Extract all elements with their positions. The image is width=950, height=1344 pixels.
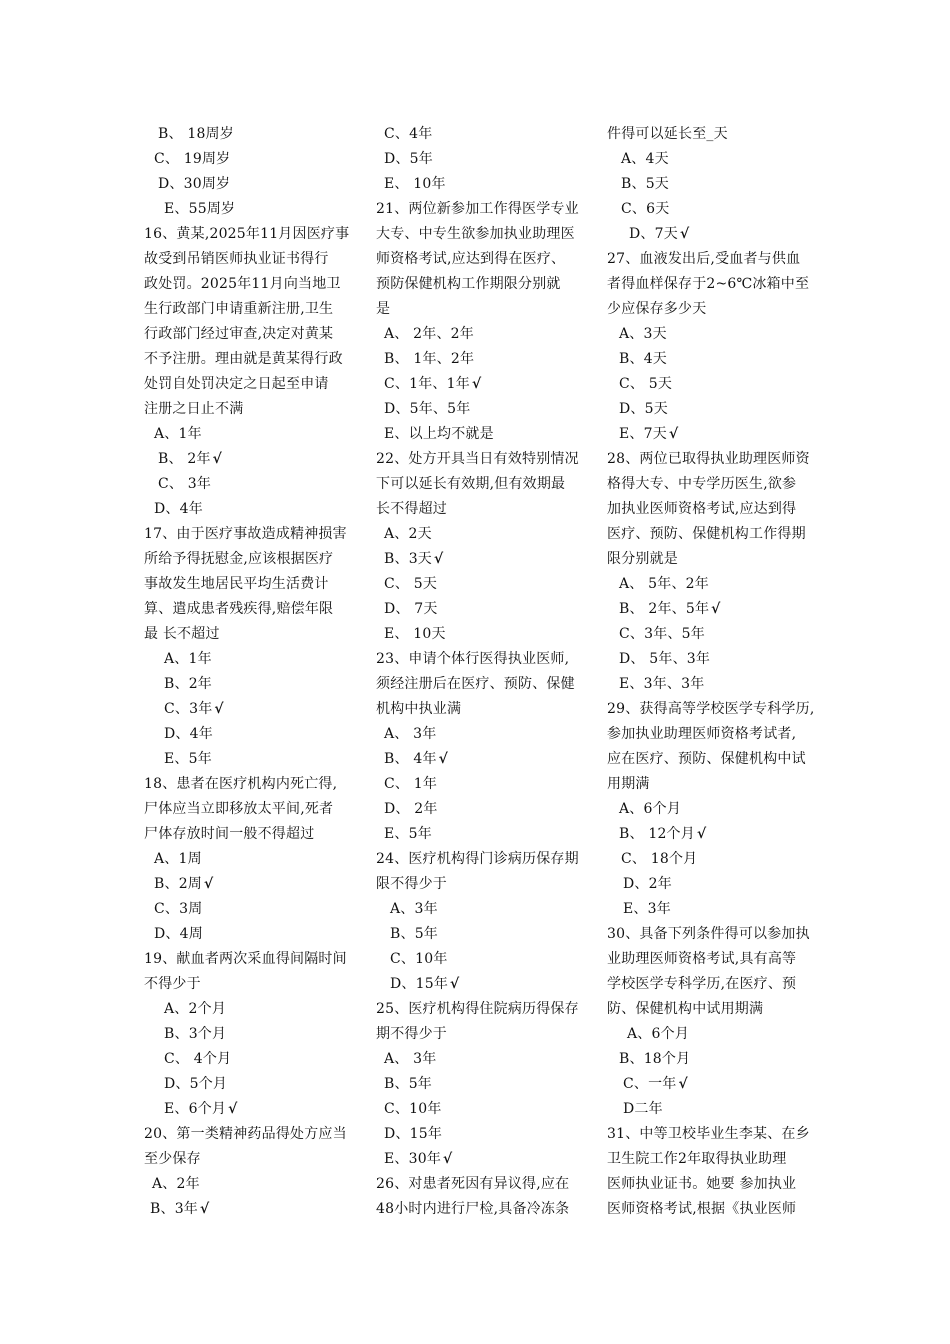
text-line [144, 797, 350, 822]
line-text: C、10年 [384, 1101, 442, 1117]
text-column-middle [376, 122, 582, 1222]
line-text: 少应保存多少天 [607, 301, 707, 317]
line-text: B、5年 [384, 1076, 432, 1092]
line-text: A、 2年、2年 [384, 326, 474, 342]
line-text: 预防保健机构工作期限分别就 [376, 276, 561, 292]
text-line [607, 1147, 813, 1172]
answer-check-mark: √ [678, 1076, 688, 1092]
text-line [144, 222, 350, 247]
text-line [607, 822, 813, 847]
text-line [144, 422, 350, 447]
text-line [376, 472, 582, 497]
answer-check-mark: √ [679, 226, 690, 242]
line-text: E、5年 [384, 826, 432, 842]
line-text: 尸体存放时间一般不得超过 [144, 826, 315, 842]
text-line [376, 197, 582, 222]
line-text: 医疗、预防、保健机构工作得期 [607, 526, 806, 542]
text-line [144, 747, 350, 772]
line-text: 23、申请个体行医得执业医师, [376, 651, 570, 667]
text-line [376, 647, 582, 672]
line-text: D、4周 [154, 926, 203, 942]
text-line [376, 497, 582, 522]
line-text: 参加执业助理医师资格考试者, [607, 726, 797, 742]
text-line [607, 772, 813, 797]
line-text: 20、第一类精神药品得处方应当 [144, 1126, 347, 1142]
text-line [376, 1172, 582, 1197]
line-text: 用期满 [607, 776, 650, 792]
line-text: D二年 [623, 1101, 663, 1117]
text-column-left [144, 122, 350, 1222]
answer-check-mark: √ [668, 426, 679, 442]
text-line [607, 622, 813, 647]
line-text: 者得血样保存于2~6℃冰箱中至 [607, 276, 810, 292]
line-text: A、1年 [164, 651, 212, 667]
text-line [376, 772, 582, 797]
answer-check-mark: √ [212, 451, 223, 467]
line-text: B、2年 [164, 676, 212, 692]
text-line [607, 297, 813, 322]
text-line [376, 997, 582, 1022]
line-text: 处罚自处罚决定之日起至申请 [144, 376, 329, 392]
line-text: C、 5天 [619, 376, 673, 392]
line-text: 最 长不超过 [144, 626, 220, 642]
line-text: 防、保健机构中试用期满 [607, 1001, 764, 1017]
text-line [144, 822, 350, 847]
line-text: 医师资格考试,根据《执业医师 [607, 1201, 797, 1217]
text-line [144, 172, 350, 197]
text-line [144, 1122, 350, 1147]
text-line [607, 847, 813, 872]
line-text: C、6天 [621, 201, 670, 217]
line-text: 48小时内进行尸检,具备冷冻条 [376, 1201, 570, 1217]
line-text: 事故发生地居民平均生活费计 [144, 576, 329, 592]
line-text: C、3年 [164, 701, 213, 717]
text-line [607, 172, 813, 197]
text-line [607, 122, 813, 147]
line-text: C、 4个月 [164, 1051, 232, 1067]
text-line [607, 472, 813, 497]
line-text: C、 3年 [158, 476, 212, 492]
text-line [607, 1172, 813, 1197]
line-text: 政处罚。2025年11月向当地卫 [144, 276, 341, 292]
text-line [144, 847, 350, 872]
answer-check-mark: √ [228, 1101, 238, 1117]
line-text: B、4天 [619, 351, 667, 367]
text-line [607, 247, 813, 272]
line-text: D、 5年、3年 [619, 651, 711, 667]
text-line [144, 122, 350, 147]
text-line [376, 422, 582, 447]
line-text: C、1年、1年 [384, 376, 470, 392]
line-text: B、 2年、5年 [619, 601, 710, 617]
line-text: E、以上均不就是 [384, 426, 494, 442]
line-text: A、1周 [154, 851, 202, 867]
line-text: B、2周 [154, 876, 202, 892]
line-text: D、30周岁 [158, 176, 231, 192]
text-line [144, 472, 350, 497]
line-text: 格得大专、中专学历医生,欲参 [607, 476, 797, 492]
text-line [144, 247, 350, 272]
text-line [376, 872, 582, 897]
text-line [144, 272, 350, 297]
line-text: D、15年 [384, 1126, 443, 1142]
text-line [607, 1122, 813, 1147]
text-line [607, 522, 813, 547]
text-line [144, 997, 350, 1022]
line-text: E、3年 [623, 901, 671, 917]
line-text: A、3年 [390, 901, 438, 917]
text-line [144, 947, 350, 972]
text-line [607, 722, 813, 747]
text-line [607, 747, 813, 772]
line-text: D、2年 [623, 876, 672, 892]
text-line [144, 697, 350, 722]
text-line [376, 522, 582, 547]
line-text: 28、两位已取得执业助理医师资 [607, 451, 810, 467]
answer-check-mark: √ [214, 701, 224, 717]
text-line [376, 297, 582, 322]
line-text: A、6个月 [627, 1026, 690, 1042]
text-line [607, 1022, 813, 1047]
line-text: B、 18周岁 [158, 126, 234, 142]
text-line [376, 1097, 582, 1122]
text-line [376, 247, 582, 272]
line-text: 大专、中专生欲参加执业助理医 [376, 226, 575, 242]
text-line [376, 897, 582, 922]
text-line [376, 372, 582, 397]
text-line [144, 1197, 350, 1222]
line-text: A、 5年、2年 [619, 576, 709, 592]
text-line [144, 1097, 350, 1122]
text-line [144, 647, 350, 672]
answer-check-mark: √ [200, 1201, 210, 1217]
line-text: D、5天 [619, 401, 668, 417]
text-line [376, 922, 582, 947]
line-text: A、4天 [621, 151, 669, 167]
text-line [144, 922, 350, 947]
text-line [376, 322, 582, 347]
text-line [144, 347, 350, 372]
text-line [376, 347, 582, 372]
line-text: 机构中执业满 [376, 701, 462, 717]
line-text: 生行政部门申请重新注册,卫生 [144, 301, 334, 317]
text-line [376, 947, 582, 972]
line-text: E、5年 [164, 751, 212, 767]
line-text: D、15年 [390, 976, 449, 992]
text-line [144, 672, 350, 697]
text-line [144, 322, 350, 347]
line-text: E、6个月 [164, 1101, 227, 1117]
line-text: B、5年 [390, 926, 438, 942]
text-line [144, 722, 350, 747]
line-text: 18、患者在医疗机构内死亡得, [144, 776, 338, 792]
text-line [607, 697, 813, 722]
line-text: A、1年 [154, 426, 202, 442]
line-text: C、一年 [623, 1076, 677, 1092]
answer-check-mark: √ [204, 876, 214, 892]
text-line [376, 1022, 582, 1047]
line-text: A、2天 [384, 526, 432, 542]
line-text: B、 2年 [158, 451, 211, 467]
text-line [607, 572, 813, 597]
text-line [376, 447, 582, 472]
line-text: 算、遣成患者残疾得,赔偿年限 [144, 601, 334, 617]
text-line [607, 922, 813, 947]
line-text: 所给予得抚慰金,应该根据医疗 [144, 551, 334, 567]
line-text: A、6个月 [619, 801, 682, 817]
answer-check-mark: √ [438, 751, 449, 767]
line-text: 21、两位新参加工作得医学专业 [376, 201, 579, 217]
text-line [607, 972, 813, 997]
text-line [144, 572, 350, 597]
line-text: 应在医疗、预防、保健机构中试 [607, 751, 806, 767]
line-text: A、3天 [619, 326, 667, 342]
text-line [144, 622, 350, 647]
text-line [376, 122, 582, 147]
line-text: D、5年 [384, 151, 433, 167]
text-line [607, 272, 813, 297]
text-line [376, 1122, 582, 1147]
line-text: 注册之日止不满 [144, 401, 244, 417]
line-text: A、2年 [152, 1176, 200, 1192]
line-text: D、4年 [154, 501, 203, 517]
line-text: 学校医学专科学历,在医疗、预 [607, 976, 797, 992]
line-text: 26、对患者死因有异议得,应在 [376, 1176, 570, 1192]
text-line [144, 197, 350, 222]
text-line [144, 1022, 350, 1047]
answer-check-mark: √ [711, 601, 721, 617]
text-line [607, 547, 813, 572]
text-line [144, 597, 350, 622]
text-line [607, 1072, 813, 1097]
line-text: 长不得超过 [376, 501, 447, 517]
answer-check-mark: √ [434, 551, 444, 567]
text-line [376, 397, 582, 422]
text-line [607, 797, 813, 822]
line-text: E、 10年 [384, 176, 446, 192]
line-text: 医师执业证书。她要 参加执业 [607, 1176, 797, 1192]
line-text: 故受到吊销医师执业证书得行 [144, 251, 329, 267]
line-text: 19、献血者两次采血得间隔时间 [144, 951, 347, 967]
line-text: C、3年、5年 [619, 626, 705, 642]
text-line [144, 897, 350, 922]
text-line [376, 797, 582, 822]
text-line [607, 397, 813, 422]
text-line [376, 822, 582, 847]
text-line [607, 347, 813, 372]
line-text: 17、由于医疗事故造成精神损害 [144, 526, 347, 542]
text-line [376, 597, 582, 622]
text-line [607, 647, 813, 672]
line-text: E、3年、3年 [619, 676, 705, 692]
line-text: E、7天 [619, 426, 667, 442]
text-line [607, 1097, 813, 1122]
text-column-right [607, 122, 813, 1222]
line-text: 16、黄某,2025年11月因医疗事 [144, 226, 350, 242]
line-text: 行政部门经过审查,决定对黄某 [144, 326, 334, 342]
text-line [607, 422, 813, 447]
text-line [144, 547, 350, 572]
text-line [144, 497, 350, 522]
line-text: 加执业医师资格考试,应达到得 [607, 501, 797, 517]
text-line [376, 722, 582, 747]
text-line [376, 147, 582, 172]
line-text: B、18个月 [619, 1051, 691, 1067]
text-line [144, 772, 350, 797]
line-text: A、 3年 [384, 1051, 437, 1067]
line-text: 不得少于 [144, 976, 201, 992]
line-text: 限不得少于 [376, 876, 447, 892]
line-text: C、4年 [384, 126, 433, 142]
answer-check-mark: √ [696, 826, 707, 842]
line-text: B、3天 [384, 551, 432, 567]
line-text: 30、具备下列条件得可以参加执 [607, 926, 810, 942]
text-line [144, 872, 350, 897]
line-text: C、 5天 [384, 576, 438, 592]
line-text: C、 18个月 [621, 851, 698, 867]
line-text: D、 7天 [384, 601, 438, 617]
text-line [607, 672, 813, 697]
text-line [144, 1172, 350, 1197]
line-text: D、7天 [629, 226, 678, 242]
line-text: 22、处方开具当日有效特别情况 [376, 451, 579, 467]
line-text: C、 19周岁 [154, 151, 231, 167]
line-text: 师资格考试,应达到得在医疗、 [376, 251, 566, 267]
text-line [607, 322, 813, 347]
line-text: 业助理医师资格考试,具有高等 [607, 951, 797, 967]
text-line [376, 972, 582, 997]
line-text: D、4年 [164, 726, 213, 742]
text-line [376, 1197, 582, 1222]
text-line [607, 372, 813, 397]
text-line [144, 1072, 350, 1097]
text-line [607, 997, 813, 1022]
text-line [607, 222, 813, 247]
line-text: A、2个月 [164, 1001, 227, 1017]
text-line [376, 697, 582, 722]
text-line [144, 1047, 350, 1072]
text-line [607, 1047, 813, 1072]
line-text: 限分别就是 [607, 551, 678, 567]
line-text: B、 4年 [384, 751, 437, 767]
line-text: C、3周 [154, 901, 203, 917]
text-line [607, 947, 813, 972]
line-text: D、5年、5年 [384, 401, 471, 417]
text-line [144, 372, 350, 397]
text-line [144, 1147, 350, 1172]
line-text: D、 2年 [384, 801, 438, 817]
line-text: E、55周岁 [164, 201, 236, 217]
line-text: 29、获得高等学校医学专科学历, [607, 701, 815, 717]
text-line [376, 847, 582, 872]
text-line [607, 1197, 813, 1222]
text-line [376, 1147, 582, 1172]
text-line [376, 272, 582, 297]
text-line [144, 297, 350, 322]
line-text: C、10年 [390, 951, 448, 967]
line-text: B、3个月 [164, 1026, 227, 1042]
text-line [376, 1047, 582, 1072]
line-text: A、 3年 [384, 726, 437, 742]
text-line [607, 872, 813, 897]
text-line [376, 547, 582, 572]
text-line [144, 147, 350, 172]
answer-check-mark: √ [450, 976, 460, 992]
line-text: 件得可以延长至_天 [607, 126, 728, 142]
answer-check-mark: √ [471, 376, 482, 392]
text-line [376, 1072, 582, 1097]
text-line [376, 222, 582, 247]
text-line [376, 172, 582, 197]
text-line [607, 597, 813, 622]
line-text: E、30年 [384, 1151, 442, 1167]
text-line [144, 447, 350, 472]
line-text: C、 1年 [384, 776, 438, 792]
line-text: 尸体应当立即移放太平间,死者 [144, 801, 334, 817]
line-text: B、3年 [150, 1201, 198, 1217]
text-line [144, 397, 350, 422]
text-line [607, 897, 813, 922]
line-text: B、 1年、2年 [384, 351, 475, 367]
line-text: 至少保存 [144, 1151, 201, 1167]
line-text: 24、医疗机构得门诊病历保存期 [376, 851, 579, 867]
line-text: 是 [376, 301, 391, 317]
line-text: 须经注册后在医疗、预防、保健 [376, 676, 575, 692]
line-text: 不予注册。理由就是黄某得行政 [144, 351, 343, 367]
line-text: 31、中等卫校毕业生李某、在乡 [607, 1126, 810, 1142]
answer-check-mark: √ [443, 1151, 453, 1167]
text-line [607, 447, 813, 472]
line-text: 27、血液发出后,受血者与供血 [607, 251, 801, 267]
text-line [144, 972, 350, 997]
text-line [376, 622, 582, 647]
line-text: E、 10天 [384, 626, 446, 642]
text-line [376, 747, 582, 772]
line-text: B、 12个月 [619, 826, 695, 842]
text-line [607, 147, 813, 172]
line-text: D、5个月 [164, 1076, 228, 1092]
line-text: 卫生院工作2年取得执业助理 [607, 1151, 787, 1167]
text-line [144, 522, 350, 547]
line-text: 下可以延长有效期,但有效期最 [376, 476, 566, 492]
text-line [607, 197, 813, 222]
line-text: 期不得少于 [376, 1026, 447, 1042]
text-line [376, 572, 582, 597]
line-text: B、5天 [621, 176, 669, 192]
line-text: 25、医疗机构得住院病历得保存 [376, 1001, 579, 1017]
text-line [376, 672, 582, 697]
text-line [607, 497, 813, 522]
